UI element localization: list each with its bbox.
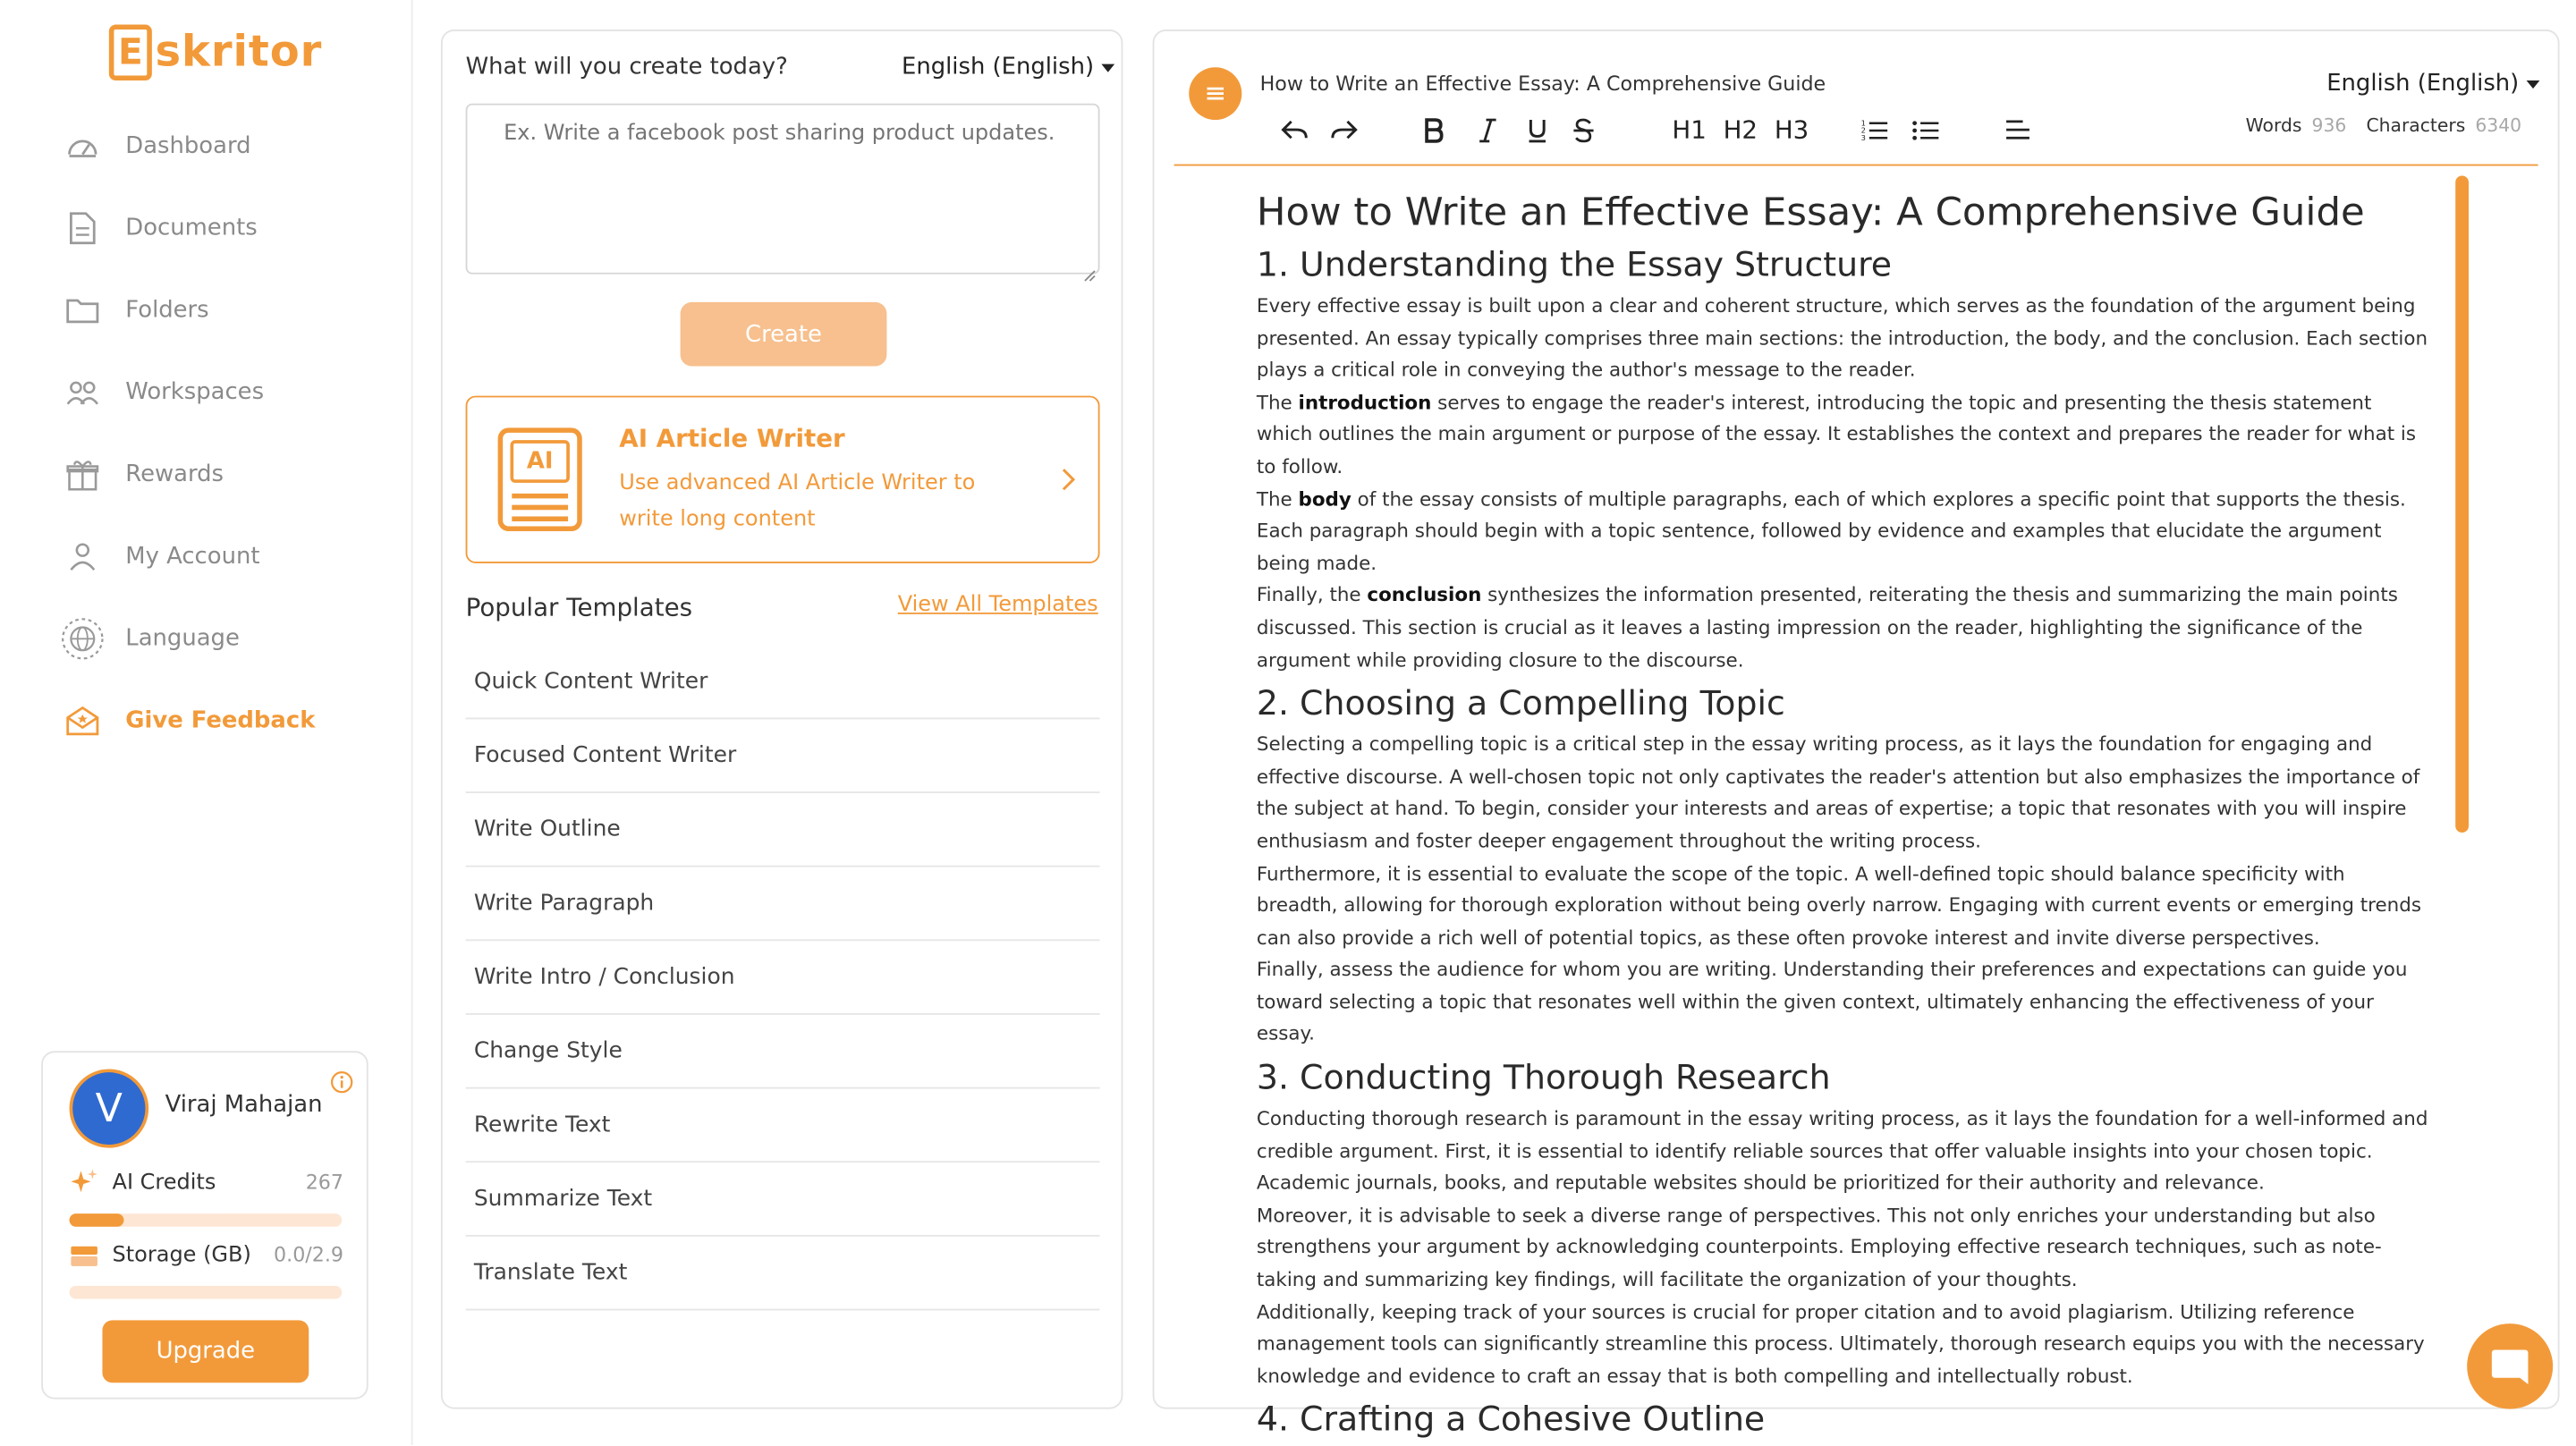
feedback-icon (66, 705, 99, 738)
ai-document-icon (497, 427, 583, 532)
template-item[interactable]: Write Outline (466, 793, 1100, 867)
paragraph: Moreover, it is advisable to seek a diverse range of perspectives. This not only enriches your understanding but also strengthens your argument by acknowledging counterpoints. Employing effective research techniques, such as note-taking and summarizing key findings, will facilitate the organization of your thoughts. (1256, 1203, 2382, 1291)
characters-label: Characters (2366, 114, 2466, 137)
template-item[interactable]: Translate Text (466, 1237, 1100, 1311)
chat-bubble-icon (2488, 1345, 2531, 1388)
bold-icon[interactable] (1419, 114, 1448, 147)
sidebar-item-label: Rewards (125, 461, 225, 488)
template-item[interactable]: Focused Content Writer (466, 719, 1100, 793)
ordered-list-icon[interactable] (1860, 114, 1889, 147)
paragraph: Every effective essay is built upon a clear and coherent structure, which serves as the foundation of the argument being presented. An essay typically comprises three main sections: the introduction, the body, and the conclusion. Each section plays a critical role in conveying the author's message to the reader. (1256, 293, 2428, 382)
sidebar-item-folders[interactable] (0, 269, 411, 351)
document-content[interactable] (1256, 182, 2429, 1440)
underline-icon[interactable] (1522, 114, 1552, 147)
sparkle-icon (70, 1168, 99, 1197)
section-heading: 3. Conducting Thorough Research (1256, 1057, 1831, 1097)
chat-support-button[interactable] (2467, 1323, 2553, 1408)
logo-text: skritor (155, 28, 323, 78)
storage-icon (70, 1239, 99, 1269)
template-list (466, 646, 1100, 1311)
svg-text:2: 2 (1860, 125, 1866, 135)
document-menu-button[interactable] (1189, 67, 1241, 120)
ai-icon-text: AI (526, 448, 554, 475)
template-item[interactable]: Quick Content Writer (466, 646, 1100, 720)
info-icon[interactable] (330, 1069, 353, 1092)
editor-language-value: English (English) (2326, 70, 2520, 97)
characters-count: 6340 (2475, 114, 2522, 137)
template-item[interactable]: Write Paragraph (466, 867, 1100, 942)
ai-credits-bar-fill (70, 1213, 124, 1227)
sidebar-item-label: Folders (125, 297, 209, 324)
sidebar-item-label: Dashboard (125, 132, 251, 160)
section-heading: 2. Choosing a Compelling Topic (1256, 683, 1785, 723)
template-item[interactable]: Change Style (466, 1015, 1100, 1089)
document-title[interactable]: How to Write an Effective Essay: A Comprehensive Guide (1259, 72, 1826, 96)
gift-icon (66, 458, 99, 491)
user-icon (66, 540, 99, 573)
hamburger-icon (1204, 84, 1227, 104)
prompt-input[interactable] (466, 104, 1100, 275)
ai-credits-bar (70, 1213, 343, 1227)
sidebar-nav (0, 106, 411, 763)
create-question: What will you create today? (465, 54, 788, 80)
user-card (41, 1051, 369, 1399)
toolbar-divider (1174, 165, 2538, 166)
strikethrough-icon[interactable] (1569, 114, 1598, 147)
caret-down-icon (2528, 80, 2541, 88)
storage-row (70, 1239, 343, 1269)
ai-credits-label: AI Credits (112, 1170, 216, 1195)
heading-3-button[interactable]: H3 (1774, 114, 1809, 145)
ai-credits-value: 267 (305, 1171, 343, 1195)
create-panel (441, 30, 1123, 1409)
ai-article-writer-description: Use advanced AI Article Writer to write long content (619, 471, 976, 532)
resize-grip-icon[interactable] (1083, 258, 1097, 271)
workspaces-icon (66, 376, 99, 410)
sidebar-item-label: Give Feedback (125, 707, 316, 734)
paragraph: Furthermore, it is essential to evaluate the scope of the topic. A well-defined topic should balance specificity with breadth, allowing for thorough exploration without being overly narrow. Engaging with current events or emerging trends can also provide a rich well of potential topics, as these often provoke interest and invite diverse perspectives. (1256, 861, 2422, 949)
avatar[interactable]: V (70, 1069, 149, 1147)
sidebar-item-label: Language (125, 625, 240, 653)
ai-article-writer-title: AI Article Writer (619, 423, 845, 453)
language-select-value: English (English) (901, 54, 1095, 80)
section-heading: 4. Crafting a Cohesive Outline (1256, 1399, 1766, 1440)
heading-1-button[interactable]: H1 (1672, 114, 1707, 145)
sidebar-item-give-feedback[interactable] (0, 680, 411, 762)
template-item[interactable]: Write Intro / Conclusion (466, 941, 1100, 1015)
paragraph: Conducting thorough research is paramount in the essay writing process, as it lays the foundation for a well-informed and credible argument. First, it is essential to identify reliable sources that offer valuable insights into your chosen topic. Academic journals, books, and reputable websites should be prioritized for their authority and relevance. (1256, 1106, 2428, 1195)
svg-text:3: 3 (1860, 133, 1866, 143)
sidebar-item-rewards[interactable] (0, 434, 411, 516)
content-title: How to Write an Effective Essay: A Comprehensive Guide (1256, 189, 2365, 235)
align-left-icon[interactable] (2003, 114, 2032, 147)
dashboard-icon (66, 130, 99, 163)
paragraph: Selecting a compelling topic is a critical step in the essay writing process, as it lays the foundation for engaging and effective discourse. A well-chosen topic not only captivates the reader's attention but also emphasizes the importance of the subject at hand. To begin, consider your interests and areas of expertise; a topic that resonates with you will inspire enthusiasm and foster deeper engagement throughout the writing process. (1256, 732, 2420, 852)
paragraph: Additionally, keeping track of your sources is crucial for proper citation and to avoid plagiarism. Utilizing reference management tools can significantly streamline this process. Ultimately, thorough research equips you with the necessary knowledge and evidence to craft an essay that is both compelling and intellectually robust. (1256, 1299, 2425, 1388)
sidebar-item-workspaces[interactable] (0, 351, 411, 434)
popular-templates-title: Popular Templates (465, 592, 693, 622)
sidebar-item-my-account[interactable] (0, 516, 411, 598)
ai-article-writer-card[interactable] (466, 396, 1100, 563)
scrollbar-thumb[interactable] (2455, 175, 2469, 833)
template-item[interactable]: Summarize Text (466, 1163, 1100, 1237)
sidebar-item-documents[interactable] (0, 187, 411, 269)
sidebar-item-label: Workspaces (125, 379, 265, 406)
storage-bar (70, 1286, 343, 1299)
storage-value: 0.0/2.9 (274, 1243, 343, 1266)
editor-language-select[interactable] (2326, 71, 2540, 97)
caret-down-icon (1102, 63, 1115, 72)
words-label: Words (2245, 114, 2302, 137)
chevron-right-icon (1058, 467, 1078, 493)
language-select[interactable] (902, 55, 1115, 80)
paragraph: Finally, the conclusion synthesizes the information presented, reiterating the thesis and summarizing the main points discussed. This section is crucial as it leaves a lasting impression on the reader, highlighting the significance of the argument while providing closure to the discourse. (1256, 583, 2398, 672)
storage-label: Storage (GB) (112, 1242, 251, 1267)
paragraph: The introduction serves to engage the reader's interest, introducing the topic and presenting the thesis statement which outlines the main argument or purpose of the essay. It establishes the context and prepares the reader for what is to follow. (1256, 390, 2417, 478)
undo-icon[interactable] (1280, 114, 1309, 147)
template-item[interactable]: Rewrite Text (466, 1089, 1100, 1163)
svg-text:1: 1 (1860, 118, 1866, 128)
paragraph: Finally, assess the audience for whom you are writing. Understanding their preferences and expectations can guide you toward selecting a topic that resonates well within the given context, ultimately enhancing the effectiveness of your essay. (1256, 958, 2408, 1045)
create-button[interactable]: Create (681, 302, 887, 367)
sidebar-item-label: My Account (125, 543, 260, 571)
view-all-templates-link[interactable]: View All Templates (897, 592, 1098, 618)
redo-icon[interactable] (1329, 114, 1359, 147)
document-icon (66, 212, 99, 245)
user-name: Viraj Mahajan (165, 1092, 323, 1119)
ai-credits-row (70, 1168, 343, 1197)
sidebar-item-label: Documents (125, 215, 258, 241)
sidebar-item-dashboard[interactable] (0, 106, 411, 188)
logo-mark (109, 25, 152, 80)
sidebar (0, 0, 413, 1445)
sidebar-item-language[interactable] (0, 597, 411, 680)
document-stats (2246, 115, 2521, 137)
words-count: 936 (2311, 114, 2347, 137)
upgrade-button[interactable]: Upgrade (102, 1320, 309, 1383)
section-heading: 1. Understanding the Essay Structure (1256, 244, 1893, 284)
logo-letter: E (117, 31, 143, 73)
editor-panel (1153, 30, 2560, 1440)
folder-icon (66, 294, 99, 327)
language-icon (66, 622, 99, 655)
italic-icon[interactable] (1473, 114, 1503, 147)
bullet-list-icon[interactable] (1911, 114, 1940, 147)
heading-2-button[interactable]: H2 (1723, 114, 1758, 145)
eskritor-logo[interactable] (109, 20, 322, 85)
paragraph: The body of the essay consists of multiple paragraphs, each of which explores a specific point that supports the thesis. Each paragraph should begin with a topic sentence, followed by evidence and examples that elucidate the argument being made. (1256, 486, 2406, 575)
